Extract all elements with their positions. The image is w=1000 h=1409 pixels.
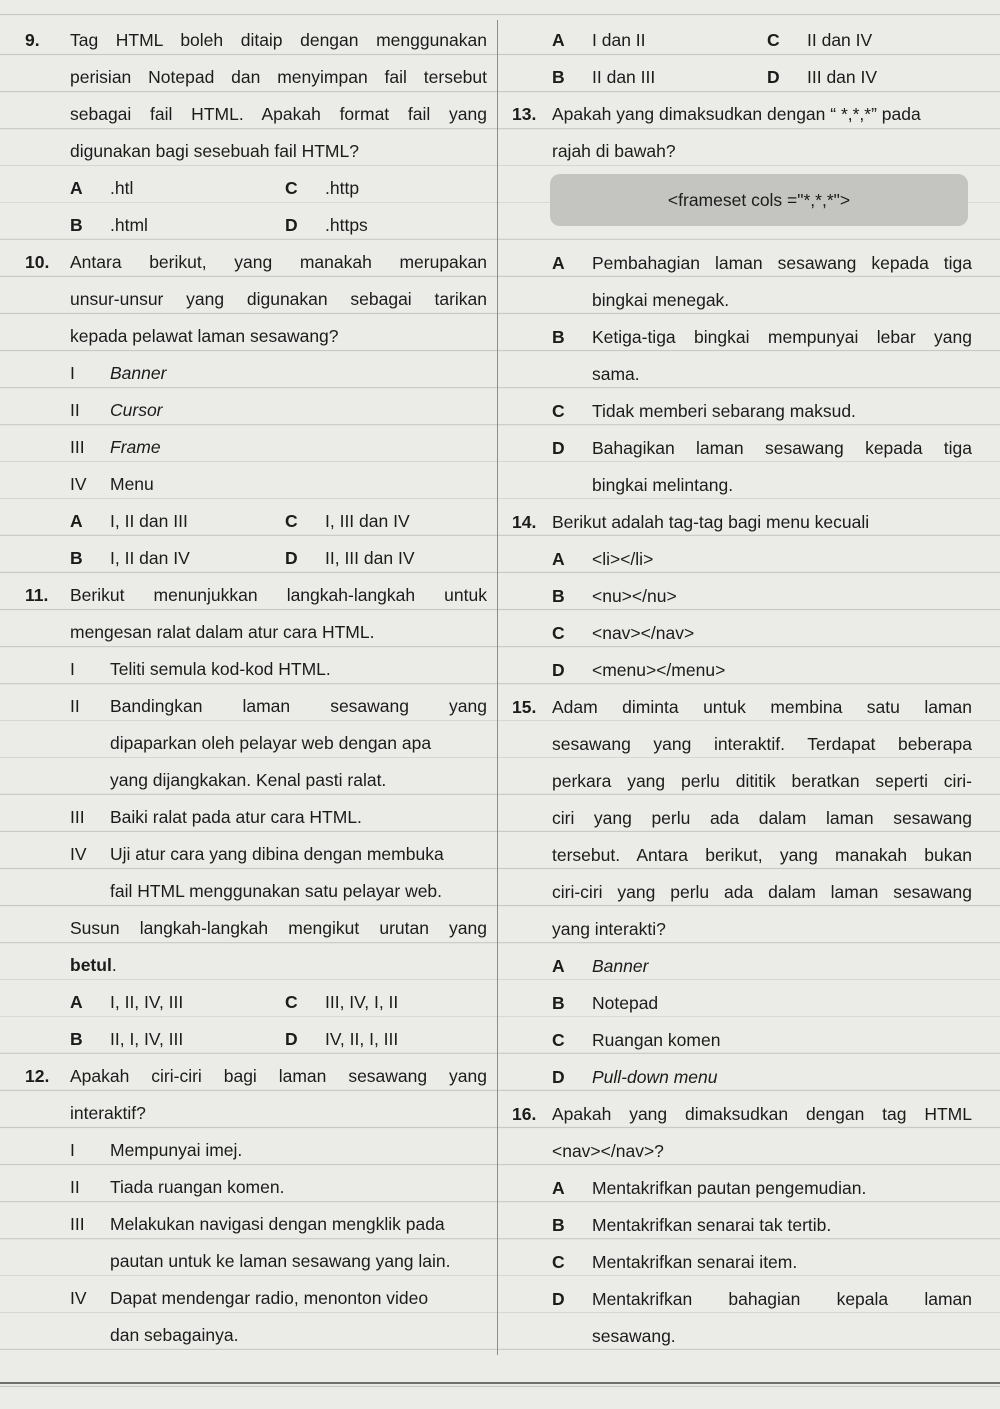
option-a[interactable]: A I dan II [552, 30, 646, 50]
question-text-line: 16. Apakah yang dimaksudkan dengan tag HTML [512, 1104, 972, 1124]
question-text-line: interaktif? [70, 1103, 146, 1123]
option-row [25, 984, 487, 1021]
bottom-rule [0, 1382, 1000, 1384]
roman-item: II Cursor [70, 400, 163, 420]
option-continued: sama. [592, 364, 640, 384]
option-continued: sesawang. [592, 1326, 676, 1346]
roman-item-continued: fail HTML menggunakan satu pelayar web. [110, 881, 443, 901]
question-text-line: mengesan ralat dalam atur cara HTML. [70, 622, 375, 642]
question-15 [512, 689, 972, 1096]
option-b[interactable]: B II, I, IV, III [70, 1029, 184, 1049]
question-text-line: perisian Notepad dan menyimpan fail tersebut [70, 67, 487, 87]
option-a[interactable]: A Mentakrifkan pautan pengemudian. [552, 1178, 867, 1198]
option-a[interactable]: A <li></li> [552, 549, 654, 569]
option-d[interactable]: D .https [285, 215, 368, 235]
roman-item-continued: yang dijangkakan. Kenal pasti ralat. [110, 770, 387, 790]
option-b[interactable]: B Ketiga-tiga bingkai mempunyai lebar yang [552, 327, 972, 347]
option-d[interactable]: D <menu></menu> [552, 660, 726, 680]
option-c[interactable]: C <nav></nav> [552, 623, 695, 643]
question-10 [25, 244, 487, 577]
question-text-line: 14. Berikut adalah tag-tag bagi menu kecuali [512, 512, 870, 532]
option-c[interactable]: C .http [285, 178, 360, 198]
question-text-line: 13. Apakah yang dimaksudkan dengan “ *,*,*” pada [512, 104, 921, 124]
roman-item: II Bandingkan laman sesawang yang [70, 696, 487, 716]
option-d[interactable]: D Bahagikan laman sesawang kepada tiga [552, 438, 972, 458]
question-text-line: ciri yang perlu ada dalam laman sesawang [552, 808, 972, 828]
option-b[interactable]: B .html [70, 215, 148, 235]
question-text-line: <nav></nav>? [552, 1141, 664, 1161]
roman-item: I Banner [70, 363, 167, 383]
code-snippet: <frameset cols ="*,*,*"> [550, 174, 968, 226]
question-text-line: 10. Antara berikut, yang manakah merupakan [25, 252, 487, 272]
roman-item: III Melakukan navigasi dengan mengklik pada [70, 1214, 445, 1234]
option-row [25, 207, 487, 244]
option-c[interactable]: C I, III dan IV [285, 511, 410, 531]
question-9 [25, 22, 487, 244]
question-text-line: digunakan bagi sesebuah fail HTML? [70, 141, 359, 161]
option-row [25, 170, 487, 207]
option-d[interactable]: D II, III dan IV [285, 548, 415, 568]
question-instruction-end: betul. [70, 955, 117, 975]
question-text-line: yang interakti? [552, 919, 666, 939]
question-14 [512, 504, 972, 689]
option-row [25, 1021, 487, 1058]
question-16 [512, 1096, 972, 1355]
option-continued: bingkai menegak. [592, 290, 730, 310]
roman-item-continued: dan sebagainya. [110, 1325, 239, 1345]
option-b[interactable]: B I, II dan IV [70, 548, 190, 568]
option-a[interactable]: A I, II, IV, III [70, 992, 184, 1012]
option-a[interactable]: A Banner [552, 956, 649, 976]
option-b[interactable]: B Mentakrifkan senarai tak tertib. [552, 1215, 832, 1235]
roman-item: I Teliti semula kod-kod HTML. [70, 659, 331, 679]
question-text-line: kepada pelawat laman sesawang? [70, 326, 339, 346]
left-column [25, 22, 487, 1354]
option-c[interactable]: C Tidak memberi sebarang maksud. [552, 401, 856, 421]
roman-item: I Mempunyai imej. [70, 1140, 243, 1160]
question-text-line: perkara yang perlu dititik beratkan seperti ciri- [552, 771, 972, 791]
question-text-line: 12. Apakah ciri-ciri bagi laman sesawang yang [25, 1066, 487, 1086]
question-text-line: sebagai fail HTML. Apakah format fail yang [70, 104, 487, 124]
option-d[interactable]: D Mentakrifkan bahagian kepala laman [552, 1289, 972, 1309]
question-12 [25, 1058, 487, 1354]
option-d[interactable]: D Pull-down menu [552, 1067, 718, 1087]
roman-item: IV Dapat mendengar radio, menonton video [70, 1288, 429, 1308]
option-c[interactable]: C Ruangan komen [552, 1030, 721, 1050]
right-column [512, 22, 972, 1355]
option-d[interactable]: D IV, II, I, III [285, 1029, 399, 1049]
question-text-line: unsur-unsur yang digunakan sebagai tarikan [70, 289, 487, 309]
question-13 [512, 96, 972, 504]
roman-item: IV Uji atur cara yang dibina dengan membuka [70, 844, 444, 864]
option-a[interactable]: A Pembahagian laman sesawang kepada tiga [552, 253, 972, 273]
option-a[interactable]: A .htl [70, 178, 134, 198]
roman-item-continued: pautan untuk ke laman sesawang yang lain. [110, 1251, 451, 1271]
roman-item: IV Menu [70, 474, 154, 494]
question-12-options [512, 22, 972, 96]
option-row [25, 503, 487, 540]
option-d[interactable]: D III dan IV [767, 67, 878, 87]
option-c[interactable]: C III, IV, I, II [285, 992, 399, 1012]
question-text-line: 11. Berikut menunjukkan langkah-langkah untuk [25, 585, 487, 605]
question-text-line: ciri-ciri yang perlu ada dalam laman sesawang [552, 882, 972, 902]
option-row [512, 22, 972, 59]
option-a[interactable]: A I, II dan III [70, 511, 188, 531]
roman-item: III Frame [70, 437, 161, 457]
option-b[interactable]: B Notepad [552, 993, 659, 1013]
question-text-line: rajah di bawah? [552, 141, 676, 161]
roman-item: III Baiki ralat pada atur cara HTML. [70, 807, 362, 827]
option-row [512, 59, 972, 96]
option-b[interactable]: B II dan III [552, 67, 656, 87]
option-c[interactable]: C II dan IV [767, 30, 873, 50]
option-c[interactable]: C Mentakrifkan senarai item. [552, 1252, 798, 1272]
question-text-line: 15. Adam diminta untuk membina satu laman [512, 697, 972, 717]
question-text-line: 9. Tag HTML boleh ditaip dengan menggunakan [25, 30, 487, 50]
option-continued: bingkai melintang. [592, 475, 734, 495]
roman-item-continued: dipaparkan oleh pelayar web dengan apa [110, 733, 432, 753]
question-text-line: sesawang yang interaktif. Terdapat beberapa [552, 734, 972, 754]
option-row [25, 540, 487, 577]
option-b[interactable]: B <nu></nu> [552, 586, 677, 606]
question-instruction: Susun langkah-langkah mengikut urutan yang [70, 918, 487, 938]
question-11 [25, 577, 487, 1058]
question-text-line: tersebut. Antara berikut, yang manakah bukan [552, 845, 972, 865]
roman-item: II Tiada ruangan komen. [70, 1177, 285, 1197]
